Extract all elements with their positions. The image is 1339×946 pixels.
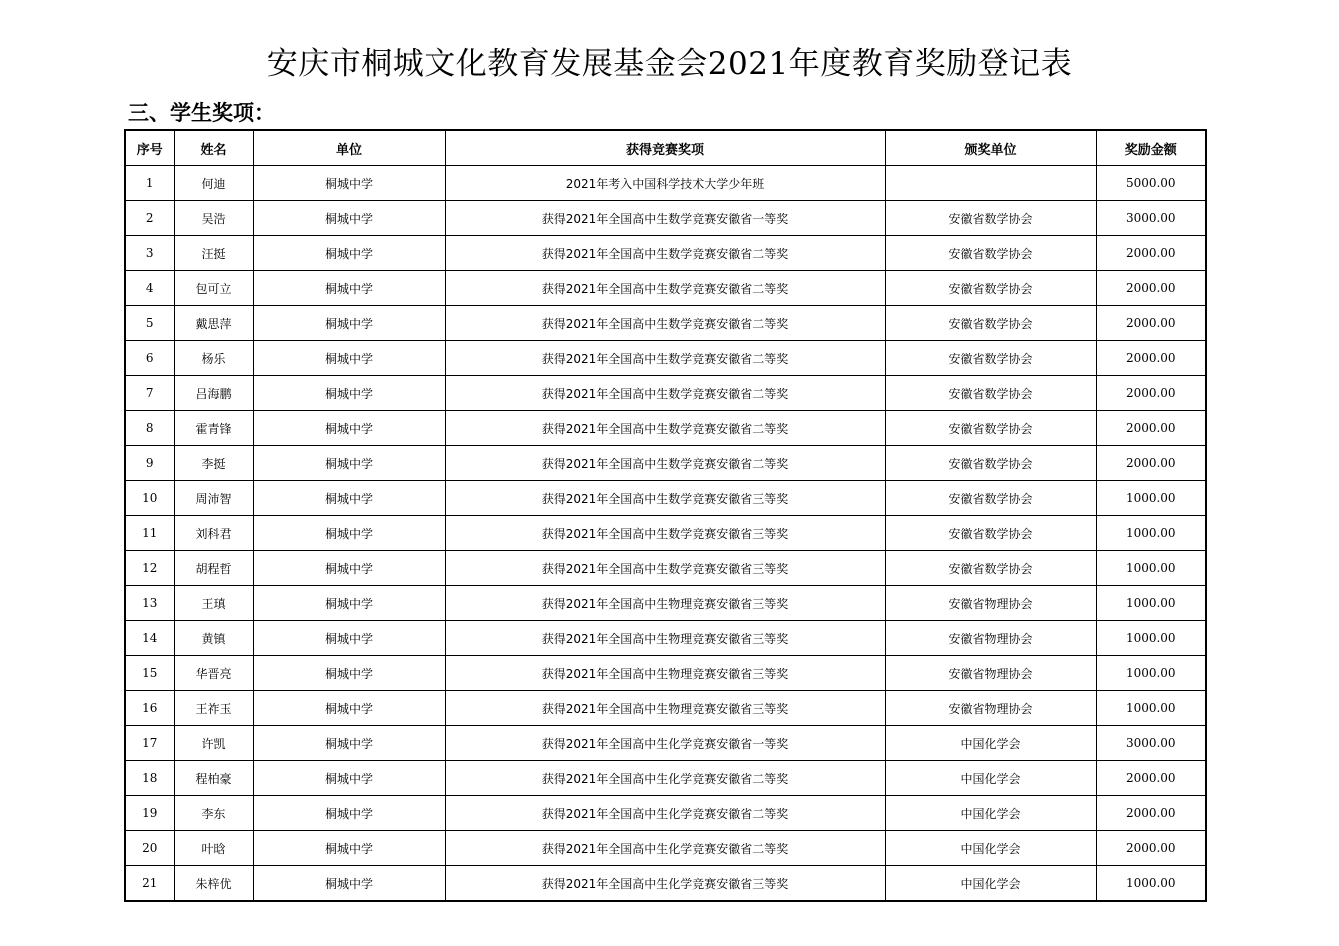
cell-amount: 2000.00 [1096,306,1206,341]
table-row [125,621,1206,656]
cell-index: 16 [125,691,174,726]
cell-amount: 2000.00 [1096,761,1206,796]
cell-award: 获得2021年全国高中生数学竞赛安徽省二等奖 [445,271,885,306]
cell-unit: 桐城中学 [253,481,445,516]
cell-award: 获得2021年全国高中生数学竞赛安徽省二等奖 [445,236,885,271]
cell-issuer: 安徽省数学协会 [885,271,1096,306]
cell-issuer: 中国化学会 [885,761,1096,796]
header-award: 获得竞赛奖项 [445,130,885,166]
cell-index: 5 [125,306,174,341]
cell-issuer: 中国化学会 [885,866,1096,902]
cell-award: 获得2021年全国高中生物理竞赛安徽省三等奖 [445,586,885,621]
cell-index: 21 [125,866,174,902]
cell-issuer: 安徽省物理协会 [885,586,1096,621]
cell-award: 获得2021年全国高中生化学竞赛安徽省二等奖 [445,761,885,796]
cell-unit: 桐城中学 [253,166,445,201]
cell-name: 叶晗 [174,831,253,866]
cell-issuer: 安徽省数学协会 [885,516,1096,551]
cell-unit: 桐城中学 [253,866,445,902]
table-row [125,446,1206,481]
cell-award: 获得2021年全国高中生化学竞赛安徽省二等奖 [445,831,885,866]
cell-issuer: 中国化学会 [885,831,1096,866]
cell-unit: 桐城中学 [253,586,445,621]
cell-award: 获得2021年全国高中生数学竞赛安徽省三等奖 [445,551,885,586]
cell-amount: 1000.00 [1096,586,1206,621]
table-row [125,376,1206,411]
table-row [125,236,1206,271]
cell-unit: 桐城中学 [253,726,445,761]
cell-amount: 1000.00 [1096,481,1206,516]
header-name: 姓名 [174,130,253,166]
cell-award: 2021年考入中国科学技术大学少年班 [445,166,885,201]
cell-index: 7 [125,376,174,411]
cell-index: 3 [125,236,174,271]
cell-name: 胡程哲 [174,551,253,586]
cell-name: 戴思萍 [174,306,253,341]
table-row [125,586,1206,621]
cell-award: 获得2021年全国高中生数学竞赛安徽省三等奖 [445,481,885,516]
cell-award: 获得2021年全国高中生化学竞赛安徽省三等奖 [445,866,885,902]
document-title: 安庆市桐城文化教育发展基金会2021年度教育奖励登记表 [266,46,1073,82]
cell-index: 2 [125,201,174,236]
header-unit: 单位 [253,130,445,166]
cell-amount: 2000.00 [1096,446,1206,481]
cell-amount: 2000.00 [1096,411,1206,446]
cell-unit: 桐城中学 [253,551,445,586]
cell-name: 吴浩 [174,201,253,236]
section-heading: 三、学生奖项： [128,101,275,125]
cell-award: 获得2021年全国高中生数学竞赛安徽省二等奖 [445,341,885,376]
cell-amount: 2000.00 [1096,796,1206,831]
cell-index: 10 [125,481,174,516]
table-row [125,341,1206,376]
cell-award: 获得2021年全国高中生物理竞赛安徽省三等奖 [445,621,885,656]
cell-award: 获得2021年全国高中生数学竞赛安徽省二等奖 [445,411,885,446]
awards-table [124,129,1207,902]
cell-index: 4 [125,271,174,306]
cell-unit: 桐城中学 [253,306,445,341]
cell-amount: 1000.00 [1096,621,1206,656]
cell-amount: 1000.00 [1096,691,1206,726]
cell-index: 19 [125,796,174,831]
cell-issuer: 安徽省数学协会 [885,376,1096,411]
cell-unit: 桐城中学 [253,376,445,411]
cell-amount: 2000.00 [1096,376,1206,411]
cell-unit: 桐城中学 [253,761,445,796]
table-row [125,796,1206,831]
cell-unit: 桐城中学 [253,796,445,831]
table-row [125,551,1206,586]
cell-award: 获得2021年全国高中生数学竞赛安徽省二等奖 [445,376,885,411]
cell-name: 程柏豪 [174,761,253,796]
cell-amount: 1000.00 [1096,551,1206,586]
cell-amount: 2000.00 [1096,236,1206,271]
cell-index: 12 [125,551,174,586]
cell-amount: 2000.00 [1096,341,1206,376]
table-row [125,411,1206,446]
cell-amount: 5000.00 [1096,166,1206,201]
cell-unit: 桐城中学 [253,201,445,236]
cell-issuer: 安徽省物理协会 [885,691,1096,726]
table-row [125,656,1206,691]
cell-unit: 桐城中学 [253,656,445,691]
cell-award: 获得2021年全国高中生数学竞赛安徽省二等奖 [445,446,885,481]
table-row [125,201,1206,236]
cell-name: 许凯 [174,726,253,761]
table-header [125,130,1206,166]
cell-award: 获得2021年全国高中生数学竞赛安徽省二等奖 [445,306,885,341]
cell-unit: 桐城中学 [253,271,445,306]
cell-award: 获得2021年全国高中生物理竞赛安徽省三等奖 [445,656,885,691]
table-row [125,516,1206,551]
cell-name: 霍青锋 [174,411,253,446]
table-row [125,831,1206,866]
cell-issuer [885,166,1096,201]
cell-unit: 桐城中学 [253,516,445,551]
cell-name: 李挺 [174,446,253,481]
cell-issuer: 安徽省数学协会 [885,306,1096,341]
table-body [125,166,1206,902]
cell-issuer: 安徽省数学协会 [885,411,1096,446]
cell-issuer: 安徽省数学协会 [885,236,1096,271]
cell-index: 15 [125,656,174,691]
cell-name: 刘科君 [174,516,253,551]
cell-award: 获得2021年全国高中生数学竞赛安徽省一等奖 [445,201,885,236]
cell-issuer: 安徽省数学协会 [885,201,1096,236]
cell-name: 王祚玉 [174,691,253,726]
table-row [125,481,1206,516]
cell-issuer: 安徽省数学协会 [885,551,1096,586]
cell-amount: 3000.00 [1096,201,1206,236]
cell-unit: 桐城中学 [253,446,445,481]
table-row [125,761,1206,796]
cell-amount: 1000.00 [1096,866,1206,902]
cell-issuer: 安徽省数学协会 [885,446,1096,481]
cell-unit: 桐城中学 [253,691,445,726]
cell-award: 获得2021年全国高中生化学竞赛安徽省二等奖 [445,796,885,831]
cell-name: 汪挺 [174,236,253,271]
cell-issuer: 中国化学会 [885,796,1096,831]
table-row [125,306,1206,341]
table-row [125,271,1206,306]
cell-issuer: 安徽省数学协会 [885,341,1096,376]
cell-name: 周沛智 [174,481,253,516]
cell-unit: 桐城中学 [253,411,445,446]
cell-amount: 1000.00 [1096,516,1206,551]
cell-name: 华晋亮 [174,656,253,691]
cell-award: 获得2021年全国高中生化学竞赛安徽省一等奖 [445,726,885,761]
cell-index: 11 [125,516,174,551]
cell-name: 李东 [174,796,253,831]
cell-name: 杨乐 [174,341,253,376]
cell-unit: 桐城中学 [253,236,445,271]
header-amount: 奖励金额 [1096,130,1206,166]
cell-name: 何迪 [174,166,253,201]
table-row [125,691,1206,726]
cell-issuer: 安徽省物理协会 [885,621,1096,656]
cell-amount: 2000.00 [1096,831,1206,866]
cell-unit: 桐城中学 [253,341,445,376]
cell-award: 获得2021年全国高中生数学竞赛安徽省三等奖 [445,516,885,551]
cell-issuer: 中国化学会 [885,726,1096,761]
cell-name: 朱梓优 [174,866,253,902]
cell-amount: 2000.00 [1096,271,1206,306]
table-row [125,166,1206,201]
cell-name: 吕海鹏 [174,376,253,411]
cell-unit: 桐城中学 [253,621,445,656]
cell-amount: 3000.00 [1096,726,1206,761]
header-index: 序号 [125,130,174,166]
cell-index: 17 [125,726,174,761]
cell-index: 14 [125,621,174,656]
cell-index: 13 [125,586,174,621]
header-row [125,130,1206,166]
table-row [125,866,1206,902]
cell-issuer: 安徽省数学协会 [885,481,1096,516]
cell-name: 黄镇 [174,621,253,656]
cell-index: 20 [125,831,174,866]
cell-amount: 1000.00 [1096,656,1206,691]
cell-index: 18 [125,761,174,796]
cell-index: 9 [125,446,174,481]
header-issuer: 颁奖单位 [885,130,1096,166]
cell-index: 6 [125,341,174,376]
cell-index: 1 [125,166,174,201]
cell-unit: 桐城中学 [253,831,445,866]
cell-award: 获得2021年全国高中生物理竞赛安徽省三等奖 [445,691,885,726]
cell-index: 8 [125,411,174,446]
cell-issuer: 安徽省物理协会 [885,656,1096,691]
cell-name: 王瑱 [174,586,253,621]
cell-name: 包可立 [174,271,253,306]
table-row [125,726,1206,761]
